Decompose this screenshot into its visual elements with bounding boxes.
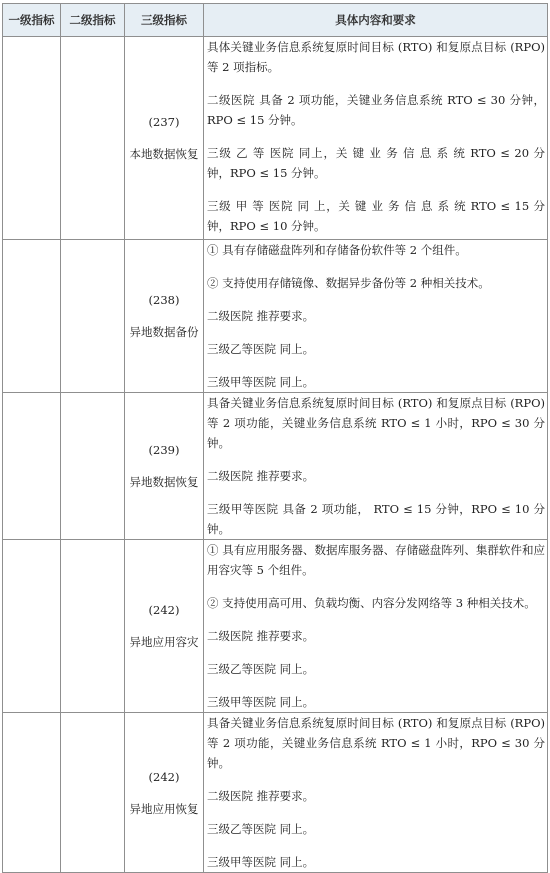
requirement-text: 三级乙等医院 同上。 — [207, 822, 315, 836]
indicator-name: 本地数据恢复 — [129, 147, 199, 161]
requirement-text: 三级甲等医院 同上。 — [207, 695, 315, 709]
requirement-text: 三级乙等医院 同上。 — [207, 342, 315, 356]
table-row — [3, 393, 548, 540]
level1-cell — [3, 393, 61, 540]
requirement-text: 具体关键业务信息系统复原时间目标 (RTO) 和复原点目标 (RPO) 等 2 项指标。 — [207, 40, 545, 74]
requirement-text: ② 支持使用高可用、负载均衡、内容分发网络等 3 种相关技术。 — [207, 596, 536, 610]
table-row — [3, 37, 548, 240]
requirement-text: ① 具有应用服务器、数据库服务器、存储磁盘阵列、集群软件和应用容灾等 5 个组件。 — [207, 543, 545, 577]
level1-cell — [3, 37, 61, 240]
level2-cell — [61, 393, 125, 540]
level3-cell — [125, 393, 204, 540]
indicator-number: (237) — [148, 115, 180, 129]
level1-cell — [3, 540, 61, 713]
table-row — [3, 713, 548, 873]
requirement-text: 三级甲等医院 同上。 — [207, 375, 315, 389]
level3-cell — [125, 240, 204, 393]
level1-cell — [3, 713, 61, 873]
requirement-text: 三级 乙 等 医院 同上，关 键 业 务 信 息 系 统 RTO ≤ 20 分 钟，RPO ≤ 15 分钟。 — [207, 146, 545, 180]
content-cell — [204, 540, 548, 713]
indicator-name: 异地应用容灾 — [129, 635, 199, 649]
content-cell — [204, 240, 548, 393]
table-row — [3, 240, 548, 393]
level2-cell — [61, 240, 125, 393]
header-content: 具体内容和要求 — [204, 4, 548, 37]
requirement-text: 二级医院 推荐要求。 — [207, 309, 315, 323]
indicator-name: 异地数据恢复 — [129, 475, 199, 489]
level3-cell — [125, 713, 204, 873]
requirement-text: 具备关键业务信息系统复原时间目标 (RTO) 和复原点目标 (RPO) 等 2 项功能，关键业务信息系统 RTO ≤ 1 小时，RPO ≤ 30 分钟。 — [207, 716, 545, 770]
table-row — [3, 540, 548, 713]
requirement-text: 二级医院 具备 2 项功能，关键业务信息系统 RTO ≤ 30 分钟，RPO ≤ 15 分钟。 — [207, 93, 545, 127]
level3-cell — [125, 540, 204, 713]
indicator-number: (239) — [148, 443, 180, 457]
header-row — [3, 4, 548, 37]
level3-cell — [125, 37, 204, 240]
level2-cell — [61, 540, 125, 713]
indicator-name: 异地应用恢复 — [129, 801, 199, 816]
header-level1: 一级指标 — [3, 4, 61, 37]
requirement-text: 二级医院 推荐要求。 — [207, 469, 315, 483]
requirements-table — [2, 3, 548, 873]
requirement-text: 三级乙等医院 同上。 — [207, 662, 315, 676]
content-cell — [204, 393, 548, 540]
requirement-text: 三级甲等医院 具备 2 项功能， RTO ≤ 15 分钟，RPO ≤ 10 分钟。 — [207, 502, 545, 536]
requirement-text: 三级 甲 等 医院 同 上，关 键 业 务 信 息 系 统 RTO ≤ 15 分 钟，RPO ≤ 10 分钟。 — [207, 199, 545, 233]
header-level2: 二级指标 — [61, 4, 125, 37]
indicator-number: (242) — [148, 603, 180, 617]
content-cell — [204, 37, 548, 240]
requirement-text: ① 具有存储磁盘阵列和存储备份软件等 2 个组件。 — [207, 243, 467, 257]
level2-cell — [61, 713, 125, 873]
content-cell — [204, 713, 548, 873]
indicator-name: 异地数据备份 — [129, 325, 199, 339]
indicator-number: (242) — [148, 769, 180, 784]
header-level3: 三级指标 — [125, 4, 204, 37]
requirement-text: 三级甲等医院 同上。 — [207, 855, 315, 869]
requirement-text: 具备关键业务信息系统复原时间目标 (RTO) 和复原点目标 (RPO) 等 2 项功能，关键业务信息系统 RTO ≤ 1 小时，RPO ≤ 30 分钟。 — [207, 396, 545, 450]
level1-cell — [3, 240, 61, 393]
requirement-text: 二级医院 推荐要求。 — [207, 789, 315, 803]
requirement-text: ② 支持使用存储镜像、数据异步备份等 2 种相关技术。 — [207, 276, 490, 290]
level2-cell — [61, 37, 125, 240]
indicator-number: (238) — [148, 293, 180, 307]
requirement-text: 二级医院 推荐要求。 — [207, 629, 315, 643]
